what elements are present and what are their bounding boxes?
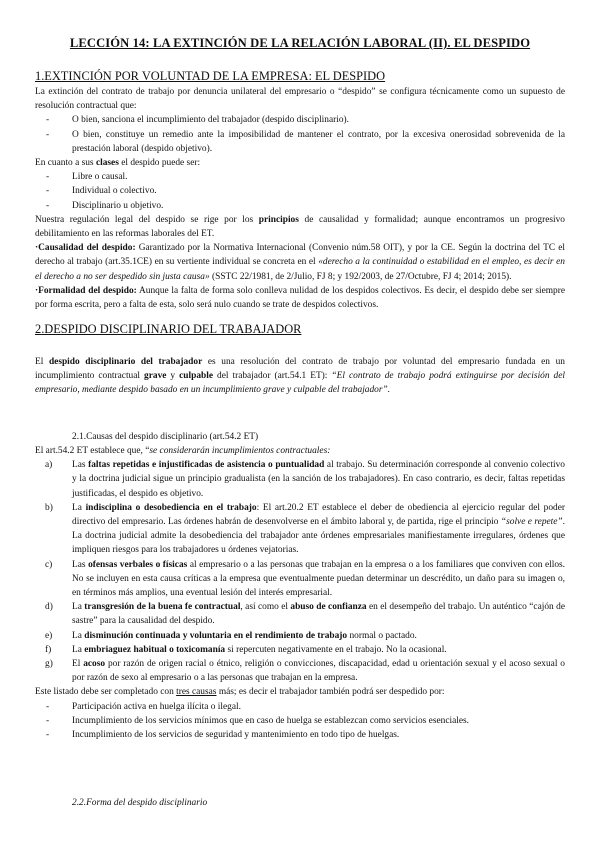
causes-list xyxy=(35,458,565,685)
section-2-heading: 2.DESPIDO DISCIPLINARIO DEL TRABAJADOR xyxy=(35,322,302,336)
list-item: - Disciplinario u objetivo. xyxy=(46,200,164,211)
list-item: - Participación activa en huelga ilícita o ilegal. xyxy=(46,701,241,712)
list-item: - Incumplimiento de los servicios de seguridad y mantenimiento en todo tipo de huelgas. xyxy=(46,730,400,741)
section-2-intro-paragraph: El despido disciplinario del trabajador es una resolución del contrato de trabajo por voluntad del empresario fundada en un incumplimiento contractual grave y culpable del trabajador (art.54.1 ET): “El contrato de trabajo podrá extinguirse por decisión del empresario, mediante despido basado en un incumplimiento grave y culpable del trabajador”. xyxy=(35,357,566,396)
section-2-causes xyxy=(35,444,565,742)
cause-item-c: c) Las ofensas verbales o físicas al empresario o a las personas que trabajan en la empresa o a los familiares que conviven con ellos. No se incluyen en esta causa críticas a la empresa que eventualmente puedan determinar un descrédito, un daño para su imagen o, en términos más amplios, una eventual lesión del interés empresarial. xyxy=(45,559,565,599)
formality-paragraph: ·Formalidad del despido: Aunque la falta de forma solo conlleva nulidad de los despidos colectivos. Es decir, el despido debe ser siempre por forma escrita, pero a falta de esta, solo será nulo cuando se trate de despidos colectivos. xyxy=(35,285,565,311)
cause-item-g: g) El acoso por razón de origen racial o étnico, religión o convicciones, discapacidad, edad u orientación sexual y el acoso sexual o por razón de sexo al empresario o a las personas que trabajan en la empresa. xyxy=(45,659,565,684)
cause-item-a: a) Las faltas repetidas e injustificadas de asistencia o puntualidad al trabajo. Su determinación corresponde al convenio colectivo y la doctrina judicial sigue un principio gradualista (en la sanción de los trabajadores). En caso contrario, es decir, faltas repetidas justificadas, el despido es objetivo. xyxy=(45,460,565,499)
causality-paragraph: ·Causalidad del despido: Garantizado por la Normativa Internacional (Convenio núm.58 OIT), y por la CE. Según la doctrina del TC el derecho al trabajo (art.35.1CE) en su vertiente individual se concreta en el «derecho a la continuidad o estabilidad en el empleo, es decir en el derecho a no ser despedido sin justa causa» (SSTC 22/1981, de 2/Julio, FJ 8; y 192/2003, de 27/Octubre, FJ 4; 2014; 2015). xyxy=(35,243,565,282)
cause-item-e: e) La disminución continuada y voluntaria en el rendimiento de trabajo normal o pactado. xyxy=(45,630,417,641)
section-1-heading: 1.EXTINCIÓN POR VOLUNTAD DE LA EMPRESA: EL DESPIDO xyxy=(35,69,386,83)
principles-paragraph: Nuestra regulación legal del despido se rige por los principios de causalidad y formalidad; aunque encontramos un progresivo debilitamiento en las reformas laborales del ET. xyxy=(35,214,565,240)
section-1-body xyxy=(35,85,565,312)
list-item: - O bien, constituye un remedio ante la imposibilidad de mantener el contrato, por la excesiva onerosidad sobrevenida de la prestación laboral (despido objetivo). xyxy=(46,129,565,154)
cause-item-d: d) La transgresión de la buena fe contractual, así como el abuso de confianza en el desempeño del trabajo. Un auténtico “cajón de sastre” para la causalidad del despido. xyxy=(45,602,565,627)
listado-paragraph: Este listado debe ser completado con tres causas más; es decir el trabajador también podrá ser despedido por: xyxy=(35,687,445,698)
subsection-2-1-heading: 2.1.Causas del despido disciplinario (art.54.2 ET) xyxy=(72,432,259,442)
extra-causes-list xyxy=(35,700,565,743)
intro-list xyxy=(35,113,565,156)
page-title: LECCIÓN 14: LA EXTINCIÓN DE LA RELACIÓN LABORAL (II). EL DESPIDO xyxy=(69,36,531,50)
intro-paragraph: La extinción del contrato de trabajo por denuncia unilateral del empresario o “despido” se configura técnicamente como un supuesto de resolución contractual que: xyxy=(35,87,565,112)
cause-item-b: b) La indisciplina o desobediencia en el trabajo: El art.20.2 ET establece el deber de obediencia al ejercicio regular del poder directivo del empresario. Las órdenes habrán de desenvolverse en el ámbito laboral y, de partida, rige el principio “solve e repete”. La doctrina judicial admite la desobediencia del trabajador ante órdenes empresariales manifiestamente irregulares, órdenes que impliquen riesgos para los trabajadores u órdenes vejatorias. xyxy=(45,502,566,556)
classes-paragraph: En cuanto a sus clases el despido puede ser: xyxy=(35,158,201,169)
article-intro: El art.54.2 ET establece que, “se considerarán incumplimientos contractuales: xyxy=(35,446,331,456)
list-item: - Individual o colectivo. xyxy=(46,186,157,197)
list-item: - Libre o causal. xyxy=(46,172,128,183)
list-item: - Incumplimiento de los servicios mínimos que en caso de huelga se establezcan como servicios esenciales. xyxy=(46,715,470,726)
cause-item-f: f) La embriaguez habitual o toxicomanía si repercuten negativamente en el trabajo. No la ocasional. xyxy=(45,644,447,655)
subsection-2-2-heading: 2.2.Forma del despido disciplinario xyxy=(72,798,208,808)
classes-list xyxy=(35,170,565,213)
list-item: - O bien, sanciona el incumplimiento del trabajador (despido disciplinario). xyxy=(46,115,350,126)
section-2-intro xyxy=(35,355,565,398)
